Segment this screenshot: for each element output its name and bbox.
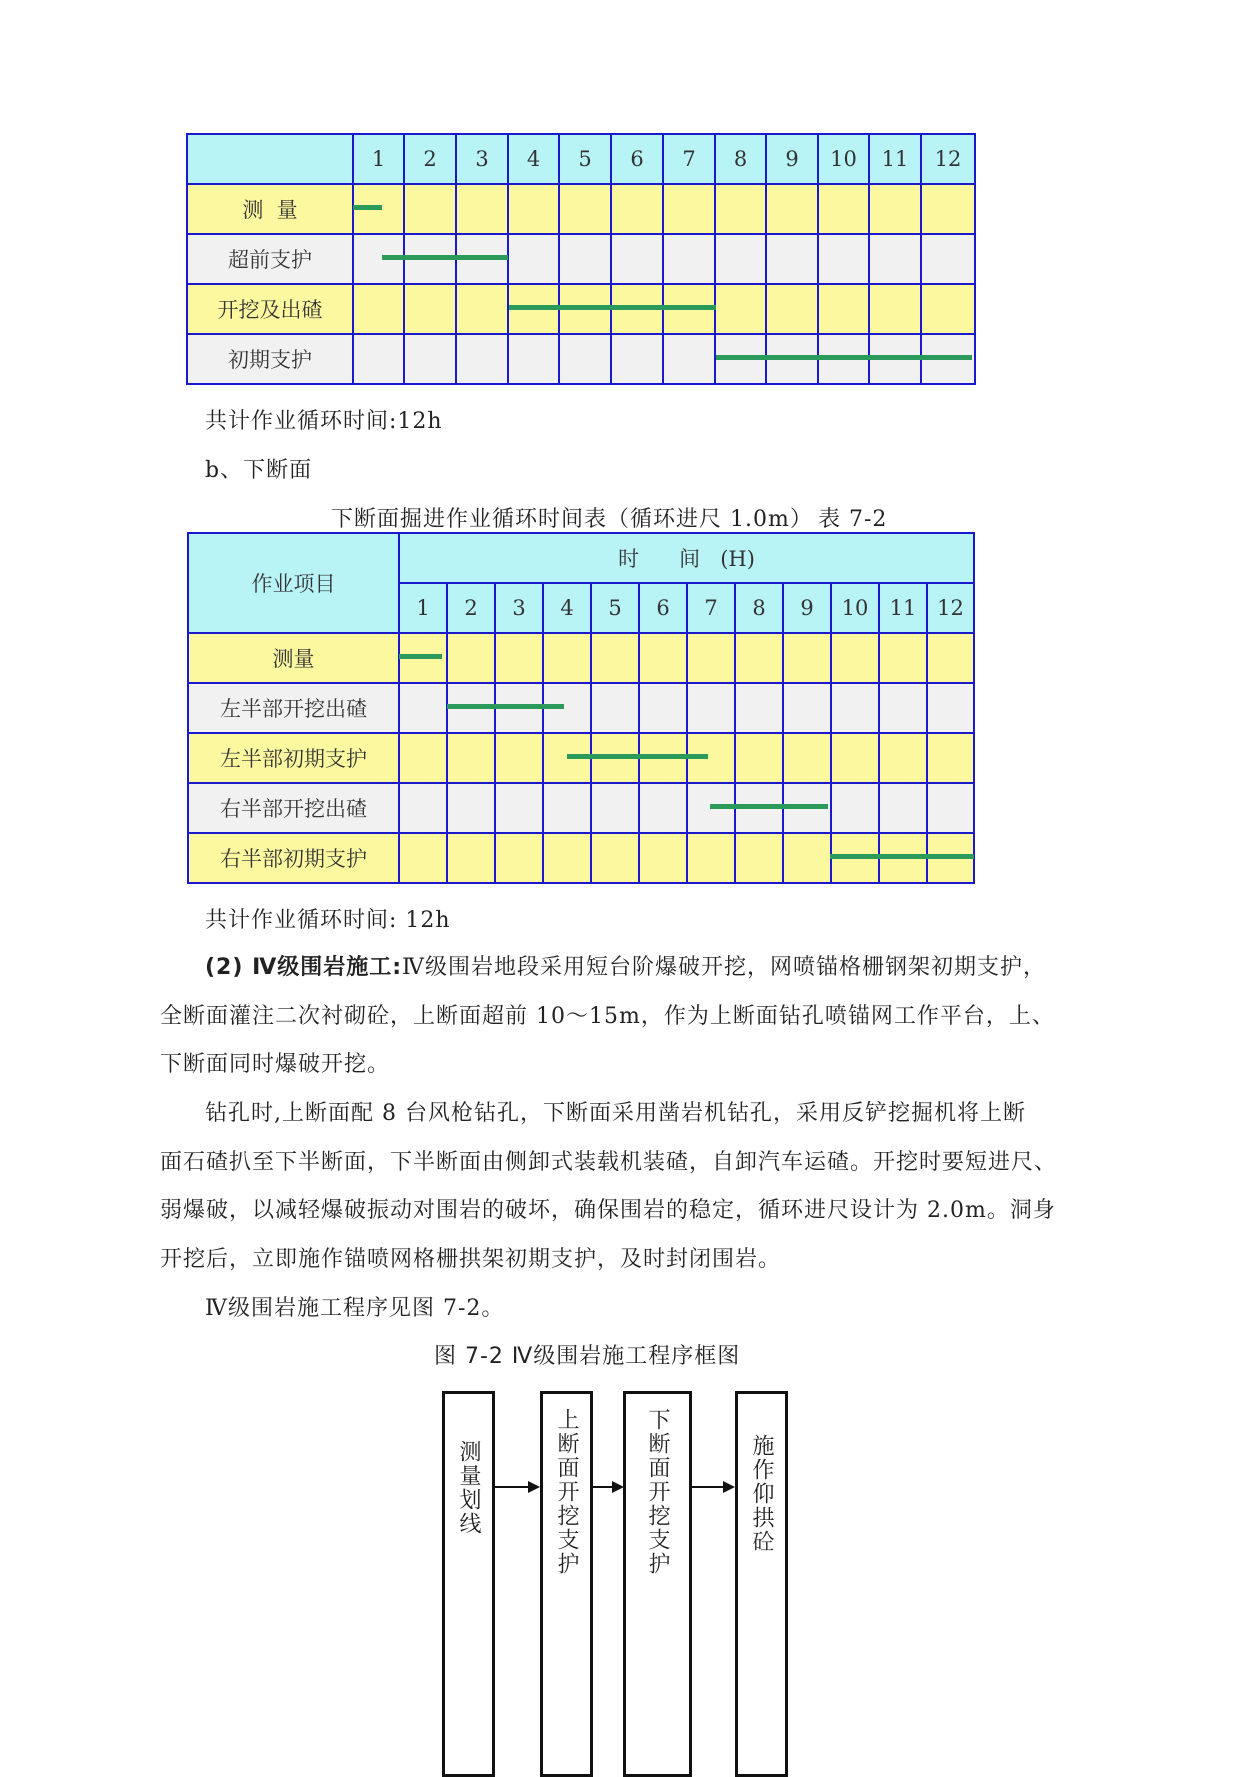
row-label: 测 量 xyxy=(187,184,353,234)
gantt-bar xyxy=(509,305,716,310)
para2-line1: 钻孔时,上断面配 8 台风枪钻孔，下断面采用凿岩机钻孔，采用反铲挖掘机将上断 xyxy=(205,1101,1026,1126)
hour-cell: 7 xyxy=(687,583,735,633)
flow-box-survey xyxy=(442,1391,495,1777)
flow-box-label: 上断面开挖支护 xyxy=(554,1408,579,1576)
para2-line3: 弱爆破，以减轻爆破振动对围岩的破坏，确保围岩的稳定，循环进尺设计为 2.0m。洞身 xyxy=(160,1198,1056,1223)
table-row xyxy=(187,184,975,234)
hour-cell: 5 xyxy=(591,583,639,633)
flow-box-upper-excavation xyxy=(540,1391,593,1777)
para3: Ⅳ级围岩施工程序见图 7-2。 xyxy=(205,1296,505,1321)
lower-section-cycle-table xyxy=(187,532,975,884)
hour-cell: 3 xyxy=(495,583,543,633)
hour-cell: 1 xyxy=(399,583,447,633)
hour-cell: 2 xyxy=(404,134,456,184)
row-label: 开挖及出碴 xyxy=(187,284,353,334)
row-label: 左半部开挖出碴 xyxy=(188,683,399,733)
flow-arrow-line xyxy=(590,1486,612,1488)
section-b-heading: b、下断面 xyxy=(205,458,313,483)
flow-arrow-head-icon xyxy=(528,1481,540,1493)
row-label: 左半部初期支护 xyxy=(188,733,399,783)
gantt-bar xyxy=(710,804,827,809)
para1-line3: 下断面同时爆破开挖。 xyxy=(160,1052,391,1077)
para1-line1 xyxy=(205,950,1046,981)
flow-box-label: 下断面开挖支护 xyxy=(645,1408,670,1576)
hour-cell: 8 xyxy=(735,583,783,633)
para2-line4: 开挖后，立即施作锚喷网格栅拱架初期支护，及时封闭围岩。 xyxy=(160,1247,782,1272)
flow-box-label: 测量划线 xyxy=(456,1440,481,1536)
flow-arrow-line xyxy=(492,1486,528,1488)
hour-cell: 12 xyxy=(927,583,974,633)
para2-line2: 面石碴扒至下半断面，下半断面由侧卸式装载机装碴，自卸汽车运碴。开挖时要短进尺、 xyxy=(160,1150,1058,1175)
hour-cell: 8 xyxy=(715,134,766,184)
hour-cell: 1 xyxy=(353,134,404,184)
hour-cell: 11 xyxy=(879,583,927,633)
row-label: 测量 xyxy=(188,633,399,683)
hour-cell: 4 xyxy=(508,134,559,184)
hour-cell: 4 xyxy=(543,583,591,633)
flow-arrow-line xyxy=(689,1486,723,1488)
row-label: 右半部初期支护 xyxy=(188,833,399,883)
hour-cell: 9 xyxy=(783,583,831,633)
upper-section-cycle-table xyxy=(186,133,976,385)
table-row xyxy=(188,683,974,733)
header-blank xyxy=(187,134,353,184)
flow-box-lower-excavation xyxy=(623,1391,692,1777)
hour-cell: 11 xyxy=(869,134,921,184)
table-row xyxy=(188,633,974,683)
hour-cell: 9 xyxy=(766,134,818,184)
hour-cell: 6 xyxy=(611,134,663,184)
item-header: 作业项目 xyxy=(188,533,399,633)
gantt-bar xyxy=(447,704,564,709)
row-label: 超前支护 xyxy=(187,234,353,284)
flow-box-label: 施作仰拱砼 xyxy=(749,1434,774,1554)
gantt-bar xyxy=(353,205,382,210)
gantt-bar xyxy=(716,355,973,360)
gantt-bar xyxy=(382,255,509,260)
table2-number: 表 7-2 xyxy=(818,507,888,532)
hour-cell: 5 xyxy=(559,134,611,184)
para1-text: Ⅳ级围岩地段采用短台阶爆破开挖，网喷锚格栅钢架初期支护， xyxy=(402,955,1047,980)
time-header: 时 间 (H) xyxy=(399,533,974,583)
hour-cell: 6 xyxy=(639,583,687,633)
flow-arrow-head-icon xyxy=(612,1481,624,1493)
flow-box-invert xyxy=(735,1391,788,1777)
gantt-bar xyxy=(567,754,708,759)
gantt-bar xyxy=(399,654,442,659)
para1-line2: 全断面灌注二次衬砌砼，上断面超前 10～15m，作为上断面钻孔喷锚网工作平台，上、 xyxy=(160,1004,1055,1029)
figure-caption: 图 7-2 Ⅳ级围岩施工程序框图 xyxy=(434,1344,741,1369)
hour-cell: 7 xyxy=(663,134,715,184)
table-row xyxy=(188,783,974,833)
hour-cell: 12 xyxy=(921,134,975,184)
para1-bold-lead: (2) Ⅳ级围岩施工: xyxy=(205,955,403,980)
hour-cell: 10 xyxy=(818,134,869,184)
hour-cell: 2 xyxy=(447,583,495,633)
table2-caption: 下断面掘进作业循环时间表（循环进尺 1.0m） xyxy=(331,507,813,532)
gantt-bar xyxy=(830,854,974,859)
hour-cell: 3 xyxy=(456,134,508,184)
row-label: 初期支护 xyxy=(187,334,353,384)
hour-cell: 10 xyxy=(831,583,879,633)
table-row xyxy=(187,234,975,284)
flow-arrow-head-icon xyxy=(723,1481,735,1493)
row-label: 右半部开挖出碴 xyxy=(188,783,399,833)
total-cycle-time-lower: 共计作业循环时间: 12h xyxy=(205,908,451,933)
total-cycle-time-upper: 共计作业循环时间:12h xyxy=(205,409,443,434)
